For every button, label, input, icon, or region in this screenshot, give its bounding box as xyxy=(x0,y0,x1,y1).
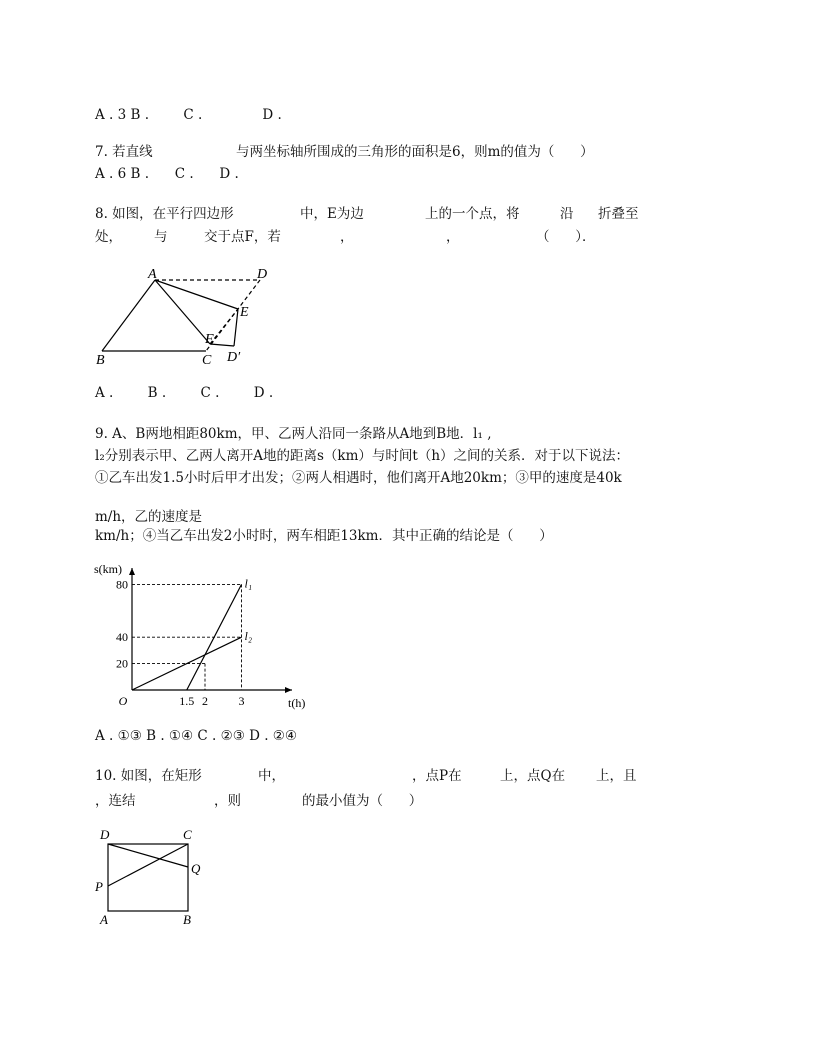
x-tick-1.5: 1.5 xyxy=(179,694,195,708)
label-Q: Q xyxy=(191,861,201,876)
segment-DQ xyxy=(108,844,188,867)
series-label-2: l₂ xyxy=(244,629,253,644)
x-tick-O: O xyxy=(118,694,128,708)
label-D: D xyxy=(100,827,110,842)
q9-options: A . ①③ B . ①④ C . ②③ D . ②④ xyxy=(95,728,298,744)
q9-line2: l₂分别表示甲、乙两人离开A地的距离s（km）与时间t（h）之间的关系．对于以下说法： xyxy=(95,448,630,464)
y-tick-40: 40 xyxy=(116,630,128,645)
label-D-prime: D′ xyxy=(227,350,241,365)
q10-line2-c: 的最小值为（ ） xyxy=(302,793,423,809)
q8-stem-b: 中，E为边 xyxy=(300,206,364,222)
q8-line2-b: 与 xyxy=(154,229,168,245)
q8-stem-c: 上的一个点，将 xyxy=(425,206,520,222)
q6-options: A . 3 B . C . D . xyxy=(95,107,282,123)
parallelogram-figure xyxy=(88,260,288,370)
q8-line2-f: （ ）． xyxy=(536,229,596,245)
q7-stem-b: 与两坐标轴所围成的三角形的面积是6，则m的值为（ ） xyxy=(236,144,594,160)
q8-line2-e: ， xyxy=(446,229,460,245)
x-tick-3: 3 xyxy=(238,694,245,708)
q9-line5: km/h；④当乙车出发2小时时，两车相距13km．其中正确的结论是（ ） xyxy=(95,528,553,544)
edge-AB xyxy=(102,280,155,351)
label-B: B xyxy=(183,912,191,927)
edge-ED xyxy=(234,309,238,346)
q10-line2-b: ，则 xyxy=(214,793,241,809)
q8-line2-d: ， xyxy=(340,229,354,245)
q8-line2-c: 交于点F，若 xyxy=(204,229,281,245)
q9-line4: m/h，乙的速度是 xyxy=(95,509,203,525)
q10-stem-d: 上，点Q在 xyxy=(500,768,566,784)
distance-time-chart xyxy=(92,558,306,718)
q8-stem-e: 折叠至 xyxy=(598,206,639,222)
y-tick-20: 20 xyxy=(116,656,128,671)
label-E: E xyxy=(240,305,249,320)
rectangle-ABCD xyxy=(108,844,188,911)
label-B: B xyxy=(96,353,105,368)
q10-stem-a: 10. 如图，在矩形 xyxy=(95,768,202,784)
series-label-1: l₁ xyxy=(244,576,253,591)
y-axis-label: s(km) xyxy=(94,562,122,576)
q9-line1: 9. A、B两地相距80km，甲、乙两人沿同一条路从A地到B地．l₁ , xyxy=(95,426,492,442)
x-tick-2: 2 xyxy=(202,694,208,708)
label-A: A xyxy=(100,912,108,927)
q8-line2-a: 处， xyxy=(95,229,122,245)
label-C: C xyxy=(202,353,212,368)
q8-stem-d: 沿 xyxy=(560,206,574,222)
q10-stem-e: 上，且 xyxy=(596,768,637,784)
q9-line3: ①乙车出发1.5小时后甲才出发；②两人相遇时，他们离开A地20km；③甲的速度是40k xyxy=(95,470,622,486)
label-A: A xyxy=(148,267,157,282)
y-axis-arrow xyxy=(129,568,135,575)
label-F: F xyxy=(205,332,214,347)
q7-options: A . 6 B . C . D . xyxy=(95,166,239,182)
x-axis-label: t(h) xyxy=(288,696,306,710)
segment-PC xyxy=(108,844,188,886)
q10-stem-b: 中， xyxy=(258,768,285,784)
label-C: C xyxy=(183,827,192,842)
label-P: P xyxy=(95,879,103,894)
rectangle-figure xyxy=(90,825,220,935)
q7-stem-a: 7. 若直线 xyxy=(95,144,153,160)
edge-CE-dashed xyxy=(210,309,238,344)
q8-stem-a: 8. 如图，在平行四边形 xyxy=(95,206,234,222)
q8-options: A . B . C . D . xyxy=(95,385,274,401)
q10-stem-c: ，点P在 xyxy=(412,768,462,784)
edge-FD xyxy=(210,344,234,346)
q10-line2-a: ，连结 xyxy=(95,793,136,809)
x-axis-arrow xyxy=(285,687,292,693)
label-D: D xyxy=(257,267,268,282)
y-tick-80: 80 xyxy=(116,577,128,592)
